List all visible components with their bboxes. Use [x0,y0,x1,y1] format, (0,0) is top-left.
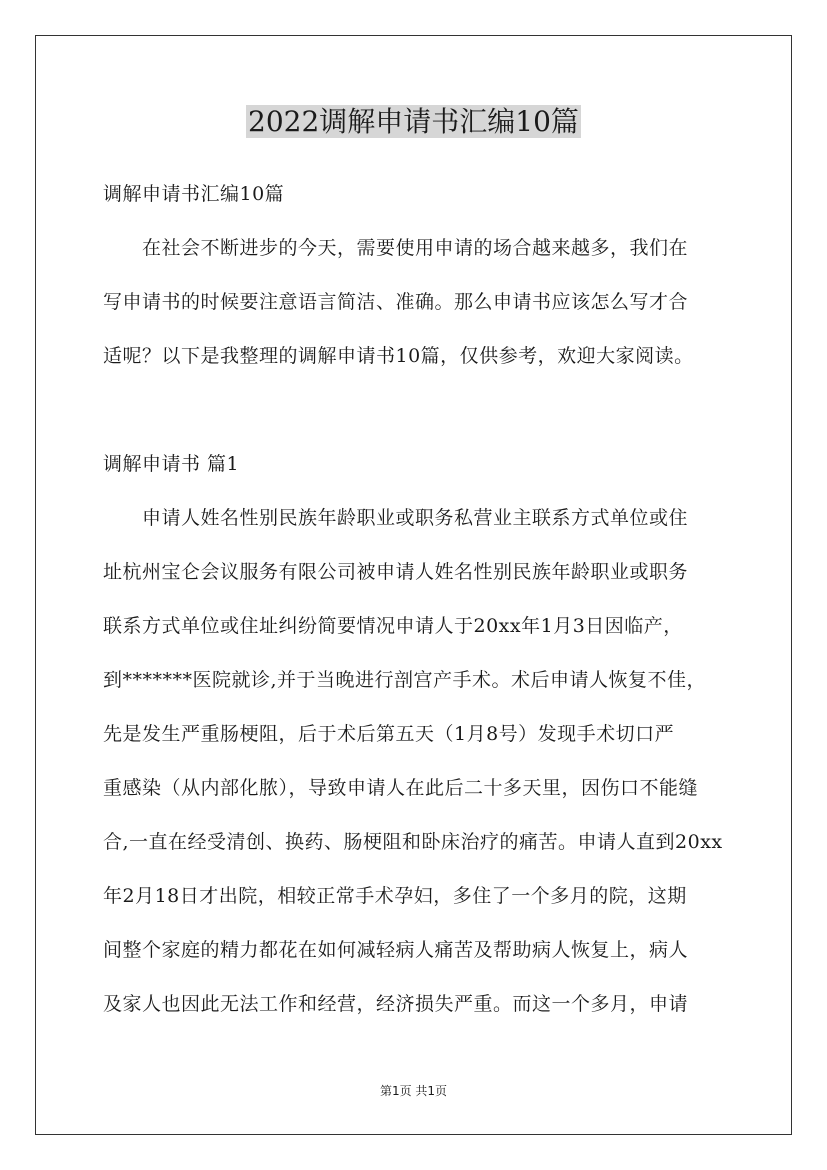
paragraph-line: 年2月18日才出院，相较正常手术孕妇，多住了一个多月的院，这期 [103,885,687,907]
document-title-text: 2022调解申请书汇编10篇 [248,105,579,138]
intro-line: 适呢？以下是我整理的调解申请书10篇，仅供参考，欢迎大家阅读。 [103,345,694,367]
page-footer: 第1页 共1页 [379,1084,448,1098]
paragraph-line: 联系方式单位或住址纠纷简要情况申请人于20xx年1月3日因临产， [103,615,683,637]
paragraph-line: 址杭州宝仑会议服务有限公司被申请人姓名性别民族年龄职业或职务 [103,561,689,583]
intro-line: 写申请书的时候要注意语言简洁、准确。那么申请书应该怎么写才合 [103,291,689,313]
document-title [0,100,827,144]
paragraph-line: 先是发生严重肠梗阻，后于术后第五天（1月8号）发现手术切口严 [103,723,675,745]
paragraph-line: 及家人也因此无法工作和经营，经济损失严重。而这一个多月，申请 [103,993,689,1015]
paragraph-line: 申请人姓名性别民族年龄职业或职务私营业主联系方式单位或住 [142,507,689,529]
section-heading: 调解申请书 篇1 [103,453,240,475]
document-subtitle: 调解申请书汇编10篇 [103,183,285,205]
paragraph-line: 合,一直在经受清创、换药、肠梗阻和卧床治疗的痛苦。申请人直到20xx [103,831,723,853]
paragraph-line: 间整个家庭的精力都花在如何减轻病人痛苦及帮助病人恢复上，病人 [103,939,689,961]
paragraph-line: 重感染（从内部化脓），导致申请人在此后二十多天里，因伤口不能缝 [103,777,699,799]
intro-line: 在社会不断进步的今天，需要使用申请的场合越来越多，我们在 [142,237,689,259]
paragraph-line: 到*******医院就诊,并于当晚进行剖宫产手术。术后申请人恢复不佳， [103,669,707,691]
